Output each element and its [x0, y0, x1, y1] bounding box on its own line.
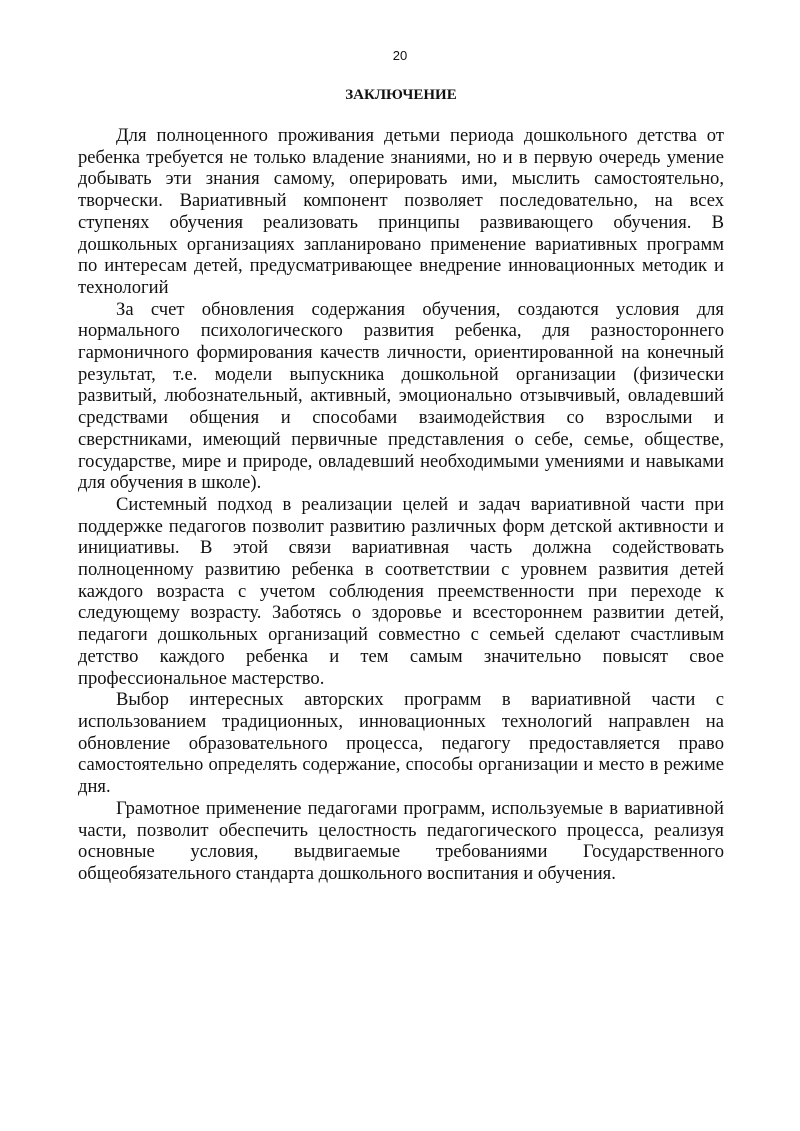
body-text — [78, 125, 724, 885]
paragraph-5: Грамотное применение педагогами программ, используемые в вариативной части, позволит обеспечить целостность педагогического процесса, реализуя основные условия, выдвигаемые требованиями Государственного общеобязательного стандарта дошкольного воспитания и обучения. — [78, 797, 724, 884]
paragraph-3: Системный подход в реализации целей и задач вариативной части при поддержке педагогов позволит развитию различных форм детской активности и инициативы. В этой связи вариативная часть должна содействовать полноценному развитию ребенка в соответствии с уровнем развития детей каждого возраста с учетом соблюдения преемственности при переходе к следующему возрасту. Заботясь о здоровье и всестороннем развитии детей, педагоги дошкольных организаций совместно с семьей сделают счастливым детство каждого ребенка и тем самым значительно повысят свое профессиональное мастерство. — [78, 493, 724, 689]
paragraph-4: Выбор интересных авторских программ в вариативной части с использованием традиционных, инновационных технологий направлен на обновление образовательного процесса, педагогу предоставляется право самостоятельно определять содержание, способы организации и место в режиме дня. — [78, 689, 724, 798]
paragraph-1: Для полноценного проживания детьми периода дошкольного детства от ребенка требуется не только владение знаниями, но и в первую очередь умение добывать эти знания самому, оперировать ими, мыслить самостоятельно, творчески. Вариативный компонент позволяет последовательно, на всех ступенях обучения реализовать принципы развивающего обучения. В дошкольных организациях запланировано применение вариативных программ по интересам детей, предусматривающее внедрение инновационных методик и технологий — [78, 125, 724, 298]
page-title: ЗАКЛЮЧЕНИЕ — [345, 87, 457, 103]
paragraph-2: За счет обновления содержания обучения, создаются условия для нормального психологического развития ребенка, для разностороннего гармоничного формирования качеств личности, ориентированной на конечный результат, т.е. модели выпускника дошкольной организации (физически развитый, любознательный, активный, эмоционально отзывчивый, овладевший средствами общения и способами взаимодействия со взрослыми и сверстниками, имеющий первичные представления о себе, семье, обществе, государстве, мире и природе, овладевший необходимыми умениями и навыками для обучения в школе). — [78, 298, 724, 494]
page-number: 20 — [392, 48, 408, 63]
